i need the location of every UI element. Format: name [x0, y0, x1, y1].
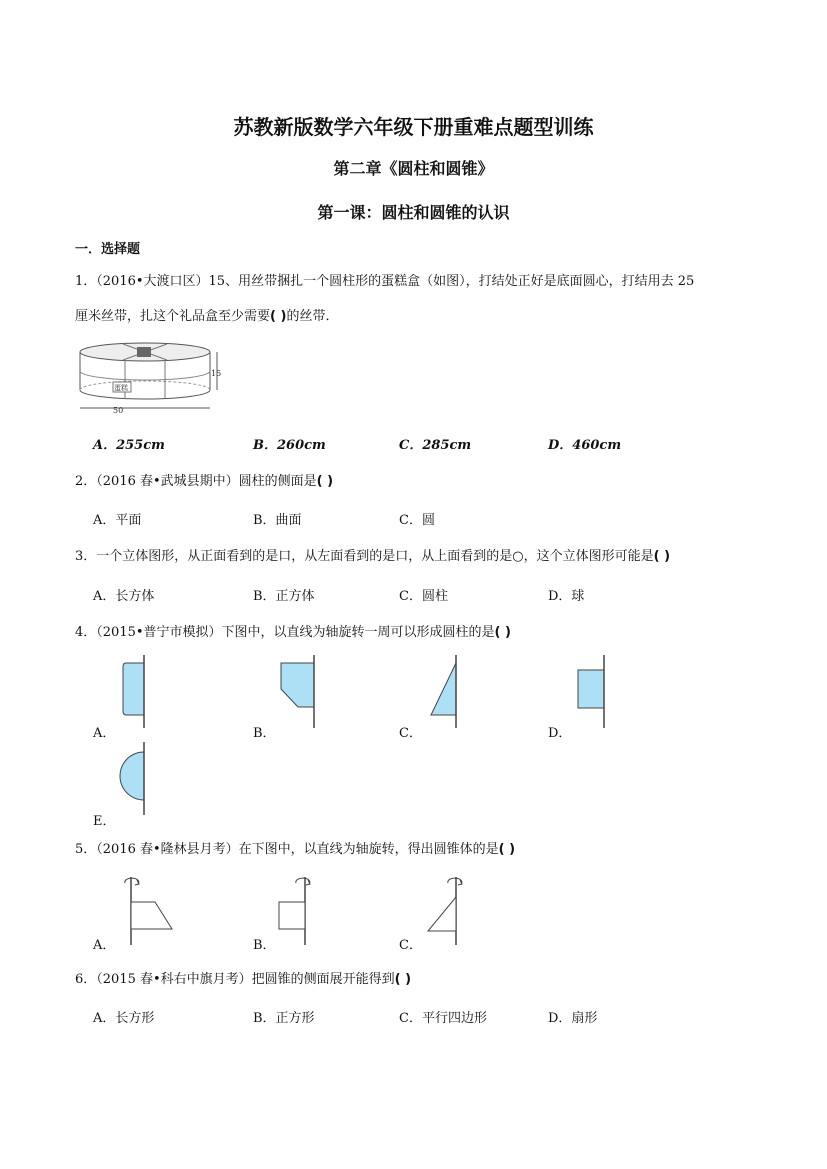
q3-option-c: C．圆柱	[399, 589, 448, 604]
q3-paren: ( )	[653, 549, 671, 564]
q3-stem: 3．一个立体图形，从正面看到的是口，从左面看到的是口，从上面看到的是○，这个立体图形可能是	[75, 549, 654, 564]
q1-paren: ( )	[270, 309, 287, 324]
q2-option-a: A．平面	[93, 513, 142, 528]
q4-option-a: A．	[93, 726, 116, 741]
q6-option-b: B．正方形	[253, 1011, 315, 1026]
q1-option-d: D．460cm	[548, 438, 622, 453]
q2-text	[75, 470, 333, 489]
q4-option-d: D．	[548, 726, 572, 741]
q5-text	[75, 838, 515, 857]
q4-text	[75, 621, 511, 640]
page-title: 苏教新版数学六年级下册重难点题型训练	[233, 115, 594, 139]
q4-stem: 4．（2015•普宁市模拟）下图中，以直线为轴旋转一周可以形成圆柱的是	[75, 625, 495, 640]
q4-option-b: B．	[253, 726, 276, 741]
q1-option-b: B．260cm	[253, 438, 326, 453]
q3-text	[75, 545, 670, 564]
q3-option-d: D．球	[548, 589, 585, 604]
q4-option-e: E．	[93, 814, 116, 829]
q2-paren: ( )	[316, 474, 334, 489]
q1-line1: 1．（2016•大渡口区）15、用丝带捆扎一个圆柱形的蛋糕盒（如图），打结处正好是底面圆心，打结用去 25	[75, 274, 695, 289]
q4-figure-b	[276, 655, 321, 730]
q1-option-c: C．285cm	[399, 438, 472, 453]
q4-figure-d	[576, 655, 611, 730]
q4-figure-a	[120, 655, 150, 730]
q4-paren: ( )	[494, 625, 511, 640]
q1-tail: 的丝带．	[286, 309, 339, 324]
q4-figure-e	[118, 742, 150, 817]
q1-line2-text: 厘米丝带，扎这个礼品盒至少需要	[75, 309, 271, 324]
q5-stem: 5．（2016 春•隆林县月考）在下图中，以直线为轴旋转，得出圆锥体的是	[75, 842, 499, 857]
q5-figure-b	[276, 875, 321, 947]
q1-line2	[75, 305, 338, 324]
q6-paren: ( )	[394, 972, 412, 987]
q6-stem: 6．（2015 春•科右中旗月考）把圆锥的侧面展开能得到	[75, 972, 395, 987]
q5-figure-a	[118, 875, 178, 947]
diameter-label: 50	[113, 406, 124, 415]
q5-option-a: A．	[93, 938, 116, 953]
cake-box-figure	[75, 338, 235, 418]
q6-option-c: C．平行四边形	[399, 1011, 487, 1026]
q6-text	[75, 968, 411, 987]
q3-option-a: A．长方体	[93, 589, 155, 604]
cake-box-label: 蛋糕	[114, 384, 128, 392]
chapter-title: 第二章《圆柱和圆锥》	[333, 159, 494, 178]
q5-paren: ( )	[498, 842, 516, 857]
lesson-title: 第一课：圆柱和圆锥的认识	[317, 203, 510, 222]
q1-option-a: A．255cm	[93, 438, 165, 453]
q2-option-b: B．曲面	[253, 513, 302, 528]
q4-figure-c	[428, 655, 463, 730]
q6-option-d: D．扇形	[548, 1011, 598, 1026]
q6-option-a: A．长方形	[93, 1011, 155, 1026]
q3-option-b: B．正方体	[253, 589, 315, 604]
q5-option-c: C．	[399, 938, 422, 953]
q5-option-b: B．	[253, 938, 276, 953]
section-heading: 一．选择题	[75, 242, 141, 257]
height-label: 15	[211, 369, 222, 378]
q5-figure-c	[424, 875, 469, 947]
q4-option-c: C．	[399, 726, 422, 741]
q2-stem: 2．（2016 春•武城县期中）圆柱的侧面是	[75, 474, 317, 489]
q2-option-c: C．圆	[399, 513, 435, 528]
